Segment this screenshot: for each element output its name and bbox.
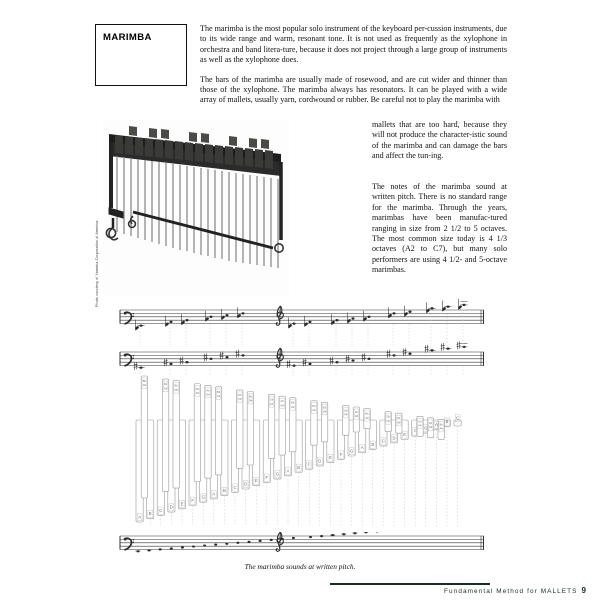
black-key-flat-label: Bb bbox=[291, 401, 295, 405]
white-key-label: G bbox=[349, 448, 354, 454]
black-key-sharp-label: A# bbox=[365, 416, 369, 420]
upper-staff-notes bbox=[135, 299, 467, 330]
white-key-label: B bbox=[445, 418, 449, 424]
marimba-photo bbox=[103, 120, 289, 296]
white-key-label: A bbox=[286, 468, 290, 474]
black-key-sharp-label: G# bbox=[354, 415, 359, 419]
black-key-sharp-label: D# bbox=[322, 410, 327, 414]
black-key-sharp-label: A# bbox=[439, 427, 443, 431]
white-key-label: C bbox=[307, 461, 311, 467]
black-key-sharp-label: A# bbox=[217, 395, 221, 399]
white-key-label: E bbox=[180, 501, 184, 507]
black-key-flat-label: Bb bbox=[142, 380, 146, 383]
figure-caption: The marimba sounds at written pitch. bbox=[244, 562, 356, 571]
black-key[interactable] bbox=[173, 381, 179, 488]
white-key-label: C bbox=[233, 484, 237, 490]
bass-clef-icon-2 bbox=[124, 354, 134, 366]
note-head bbox=[192, 545, 195, 547]
white-key-label: G bbox=[275, 471, 280, 477]
black-key-flat-label: Db bbox=[163, 383, 168, 387]
note-head bbox=[181, 546, 184, 548]
black-key-flat-label: Eb bbox=[248, 395, 252, 399]
note-head bbox=[148, 549, 151, 551]
treble-clef-icon-3 bbox=[276, 532, 283, 551]
black-key-sharp-label: G# bbox=[280, 404, 284, 408]
white-key-label: D bbox=[392, 435, 396, 441]
white-key-label: B bbox=[297, 465, 300, 470]
black-key[interactable] bbox=[205, 385, 211, 478]
treble-clef-icon bbox=[276, 306, 283, 325]
white-key-label: A bbox=[138, 514, 141, 520]
note-head bbox=[203, 545, 206, 547]
upper-staff-lines bbox=[120, 310, 484, 324]
black-key-flat-label: Eb bbox=[174, 384, 178, 388]
natural-notes-staff bbox=[118, 532, 486, 558]
page-footer bbox=[0, 586, 586, 595]
black-key-sharp-label: C# bbox=[163, 387, 168, 391]
alignment-guides bbox=[140, 312, 463, 376]
bass-clef-icon bbox=[124, 312, 134, 324]
note-head bbox=[292, 537, 295, 539]
black-key-flat-label: Db bbox=[238, 393, 242, 397]
note-head bbox=[214, 544, 217, 546]
note-head bbox=[309, 536, 312, 538]
article-header-section bbox=[95, 24, 507, 307]
bass-clef-icon-3 bbox=[124, 538, 134, 550]
paragraph-2: The bars of the marimba are usually made of rosewood, and are cut wider and thinner than those of the xylophone. The marimba always has resonators. It can be played with a wide array of mallets, usually yarn, cordwound or rubber. Be careful not to play the marimba with bbox=[200, 74, 507, 105]
black-key-flat-label: Eb bbox=[323, 406, 327, 410]
white-key-label: C bbox=[159, 507, 163, 513]
black-key-sharp-label: F# bbox=[344, 413, 348, 417]
black-key-flat-label: Gb bbox=[269, 398, 274, 402]
black-key-flat-label: Bb bbox=[439, 423, 443, 427]
black-key-sharp-label: D# bbox=[174, 388, 178, 392]
instrument-title-box bbox=[95, 24, 187, 86]
black-key-flat-label: Bb bbox=[365, 412, 369, 416]
white-key-label: F bbox=[265, 474, 269, 480]
paragraph-4: The notes of the marimba sound at written pitch. There is no standard range for the marimba. Through the years, marimbas have been manufac-tured ranging in size from 2 1/2 to 5 octaves. The most common size today is 4 1/3 octaves (A2 to C7), but many solo performers are using 4 1/2- and 5-octave marimbas. bbox=[372, 182, 507, 275]
black-key-sharp-label: C# bbox=[238, 398, 242, 402]
black-key-sharp-label: F# bbox=[270, 402, 274, 406]
black-key-flat-label: Gb bbox=[344, 409, 348, 413]
white-key-label: E bbox=[329, 455, 332, 461]
black-key[interactable] bbox=[194, 384, 200, 482]
article-body-column bbox=[200, 24, 507, 115]
white-key-label: A bbox=[360, 445, 364, 451]
white-key-label: F bbox=[413, 428, 417, 434]
white-key-label: D bbox=[244, 481, 248, 487]
white-key-label: B bbox=[371, 441, 375, 447]
note-head bbox=[281, 538, 284, 540]
treble-clef-icon-2 bbox=[276, 348, 283, 367]
note-head bbox=[170, 547, 173, 549]
white-key-label: G bbox=[201, 494, 205, 500]
photo-credit-label: Photo courtesy of Yamaha Corporation of America bbox=[95, 220, 99, 307]
note-head bbox=[137, 550, 140, 552]
lower-staff-lines bbox=[120, 352, 484, 366]
white-key-label: D bbox=[318, 458, 322, 464]
black-key-sharp-label: D# bbox=[397, 421, 401, 425]
black-key-sharp-label: F# bbox=[195, 391, 199, 395]
marimba-keyboard-diagram bbox=[132, 374, 484, 526]
black-key-sharp-label: F# bbox=[418, 424, 422, 428]
black-key-flat-label: Db bbox=[386, 415, 390, 419]
black-key-sharp-label: A# bbox=[291, 405, 295, 409]
white-key-label: E bbox=[403, 432, 406, 437]
white-key-label: B bbox=[223, 488, 226, 494]
note-head bbox=[248, 541, 251, 543]
note-head bbox=[259, 540, 262, 542]
note-head bbox=[225, 543, 228, 545]
black-key-flat-label: Gb bbox=[195, 387, 200, 391]
black-key-flat-label: Ab bbox=[429, 421, 433, 425]
white-key-label: F bbox=[339, 451, 343, 457]
black-key-sharp-label: D# bbox=[248, 399, 252, 403]
paragraph-1: The marimba is the most popular solo instrument of the keyboard per-cussion instruments, due to its wide range and warm, resonant tone. It is not used as frequently as the xylophone in orchestra and band litera-ture, because it does not project through a large group of instruments as well as the xylophone does. bbox=[200, 24, 507, 65]
black-key-flat-label: Ab bbox=[354, 411, 358, 414]
paragraph-3: mallets that are too hard, because they will not produce the character-istic sound of the marimba and can damage the bars and affect the tun-ing. bbox=[372, 120, 507, 161]
white-key-label: D bbox=[169, 504, 173, 510]
accidental-notation-staves bbox=[118, 296, 486, 376]
page-number: 9 bbox=[581, 586, 586, 595]
black-key[interactable] bbox=[215, 387, 221, 475]
note-head bbox=[159, 548, 162, 550]
white-key-label: A bbox=[212, 491, 216, 497]
white-key-label: G bbox=[424, 425, 428, 431]
black-key[interactable] bbox=[162, 379, 168, 491]
black-key-flat-label: Ab bbox=[280, 400, 284, 404]
black-key-sharp-label: C# bbox=[386, 419, 390, 423]
black-key-flat-label: Bb bbox=[217, 390, 221, 394]
footer-rule bbox=[330, 583, 490, 585]
black-key-sharp-label: C# bbox=[312, 409, 316, 412]
footer-title: Fundamental Method for MALLETS bbox=[444, 588, 578, 595]
white-key-label: F bbox=[191, 498, 194, 503]
white-key-label: C bbox=[456, 415, 460, 421]
page-title: MARIMBA bbox=[103, 32, 152, 43]
black-key-flat-label: Ab bbox=[206, 389, 210, 393]
black-key-sharp-label: G# bbox=[428, 426, 433, 430]
white-key-label: C bbox=[381, 438, 385, 444]
black-key-sharp-label: G# bbox=[206, 393, 210, 397]
note-head bbox=[236, 542, 239, 544]
black-key-sharp-label: A# bbox=[142, 384, 146, 388]
black-key-flat-label: Gb bbox=[418, 420, 422, 424]
white-key-label: A bbox=[435, 422, 438, 428]
white-key-label: E bbox=[254, 478, 258, 484]
note-head bbox=[270, 539, 273, 541]
black-key-flat-label: Eb bbox=[397, 417, 401, 421]
note-head bbox=[320, 535, 323, 537]
black-key[interactable] bbox=[141, 376, 147, 498]
black-key-flat-label: Db bbox=[312, 404, 316, 408]
white-key-label: B bbox=[148, 511, 152, 517]
